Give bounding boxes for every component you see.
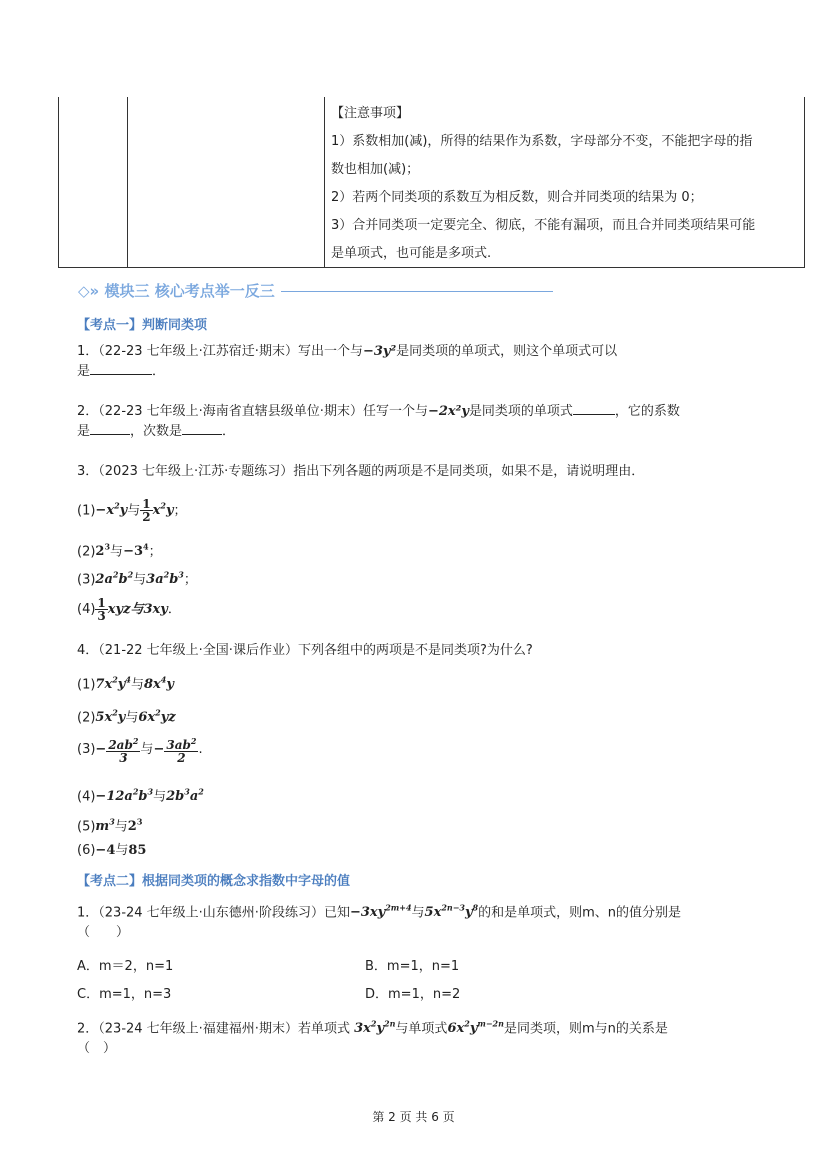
notes-table bbox=[58, 97, 805, 268]
notes-line: 1）系数相加(减)，所得的结果作为系数，字母部分不变，不能把字母的指 bbox=[331, 134, 753, 149]
question-1-4-item-2: $(2)5x^2y$与$6x^2yz$ bbox=[77, 708, 176, 726]
page-footer: 第 2 页 共 6 页 bbox=[372, 1110, 455, 1124]
answer-blank[interactable] bbox=[90, 422, 130, 435]
question-1-3-item-1: $(1)-x^2y$与 $\frac{1}{2}$ $x^2y$； bbox=[77, 497, 187, 525]
table-divider bbox=[324, 97, 325, 267]
notes-cell bbox=[331, 100, 803, 268]
answer-blank[interactable] bbox=[182, 422, 222, 435]
question-1-2: 2．（22-23 七年级上·海南省直辖县级单位·期末）任写一个与−2x²y是同类项的单项式 ，它的系数 是 ，次数是 ． bbox=[77, 404, 680, 439]
module-title: 模块三 核心考点举一反三 bbox=[104, 282, 275, 300]
option-a[interactable]: A．m＝2，n=1 bbox=[77, 959, 174, 974]
option-c[interactable]: C．m=1，n=3 bbox=[77, 987, 172, 1002]
answer-blank[interactable] bbox=[90, 362, 152, 375]
option-d[interactable]: D．m=1，n=2 bbox=[365, 987, 461, 1002]
table-divider bbox=[127, 97, 128, 267]
option-b[interactable]: B．m=1，n=1 bbox=[365, 959, 460, 974]
question-1-3-item-3: $(3)2a^2b^2$与$3a^2b^3$； bbox=[77, 570, 197, 588]
question-1-3-item-4: (4) $\frac{1}{3}$ xyz与3xy． bbox=[77, 596, 181, 623]
section-title-1: 【考点一】判断同类项 bbox=[77, 318, 208, 333]
question-1-4-item-3: (3)− $\frac{2ab^2}{3}$ 与− $\frac{3ab^2}{2}$ . bbox=[77, 736, 203, 765]
question-2-2: 2．（23-24 七年级上·福建福州·期末）若单项式 $3x^2y^{2n}$与单项式$6x^2y^{m-2n}$是同类项，则m与n的关系是 （ ） bbox=[77, 1019, 668, 1057]
question-2-1: 1．（23-24 七年级上·山东德州·阶段练习）已知$-3xy^{2m+4}$与$5x^{2n-3}y^8$的和是单项式，则m、n的值分别是 （ ） bbox=[77, 903, 682, 941]
notes-line: 数也相加(减)； bbox=[331, 162, 420, 177]
notes-line: 是单项式，也可能是多项式. bbox=[331, 246, 492, 261]
question-1-3: 3．（2023 七年级上·江苏·专题练习）指出下列各题的两项是不是同类项，如果不是，请说明理由． bbox=[77, 464, 645, 479]
question-1-4-item-5: $(5)m^3$与$2^3$ bbox=[77, 817, 143, 835]
notes-line: 2）若两个同类项的系数互为相反数，则合并同类项的结果为 0； bbox=[331, 190, 703, 205]
question-1-3-item-2: $(2)2^3$与$-3^4$； bbox=[77, 542, 162, 560]
section-title-2: 【考点二】根据同类项的概念求指数中字母的值 bbox=[77, 874, 351, 889]
notes-title: 【注意事项】 bbox=[331, 106, 410, 121]
module-rule bbox=[281, 291, 553, 292]
answer-blank[interactable] bbox=[573, 402, 615, 415]
notes-line: 3）合并同类项一定要完全、彻底，不能有漏项，而且合并同类项结果可能 bbox=[331, 218, 756, 233]
question-1-4-item-1: $(1)7x^2y^4$与$8x^4y$ bbox=[77, 675, 174, 693]
module-heading bbox=[78, 280, 553, 301]
question-1-4: 4．（21-22 七年级上·全国·课后作业）下列各组中的两项是不是同类项?为什么? bbox=[77, 643, 533, 658]
question-1-4-item-6: (6)−4与85 bbox=[77, 843, 147, 858]
question-1-1: 1．（22-23 七年级上·江苏宿迁·期末）写出一个与−3y²是同类项的单项式，则这个单项式可以 是 ． bbox=[77, 344, 618, 379]
double-chevron-icon: ◇» bbox=[78, 282, 100, 300]
question-1-4-item-4: $(4)-12a^2b^3$与$2b^3a^2$ bbox=[77, 787, 204, 805]
